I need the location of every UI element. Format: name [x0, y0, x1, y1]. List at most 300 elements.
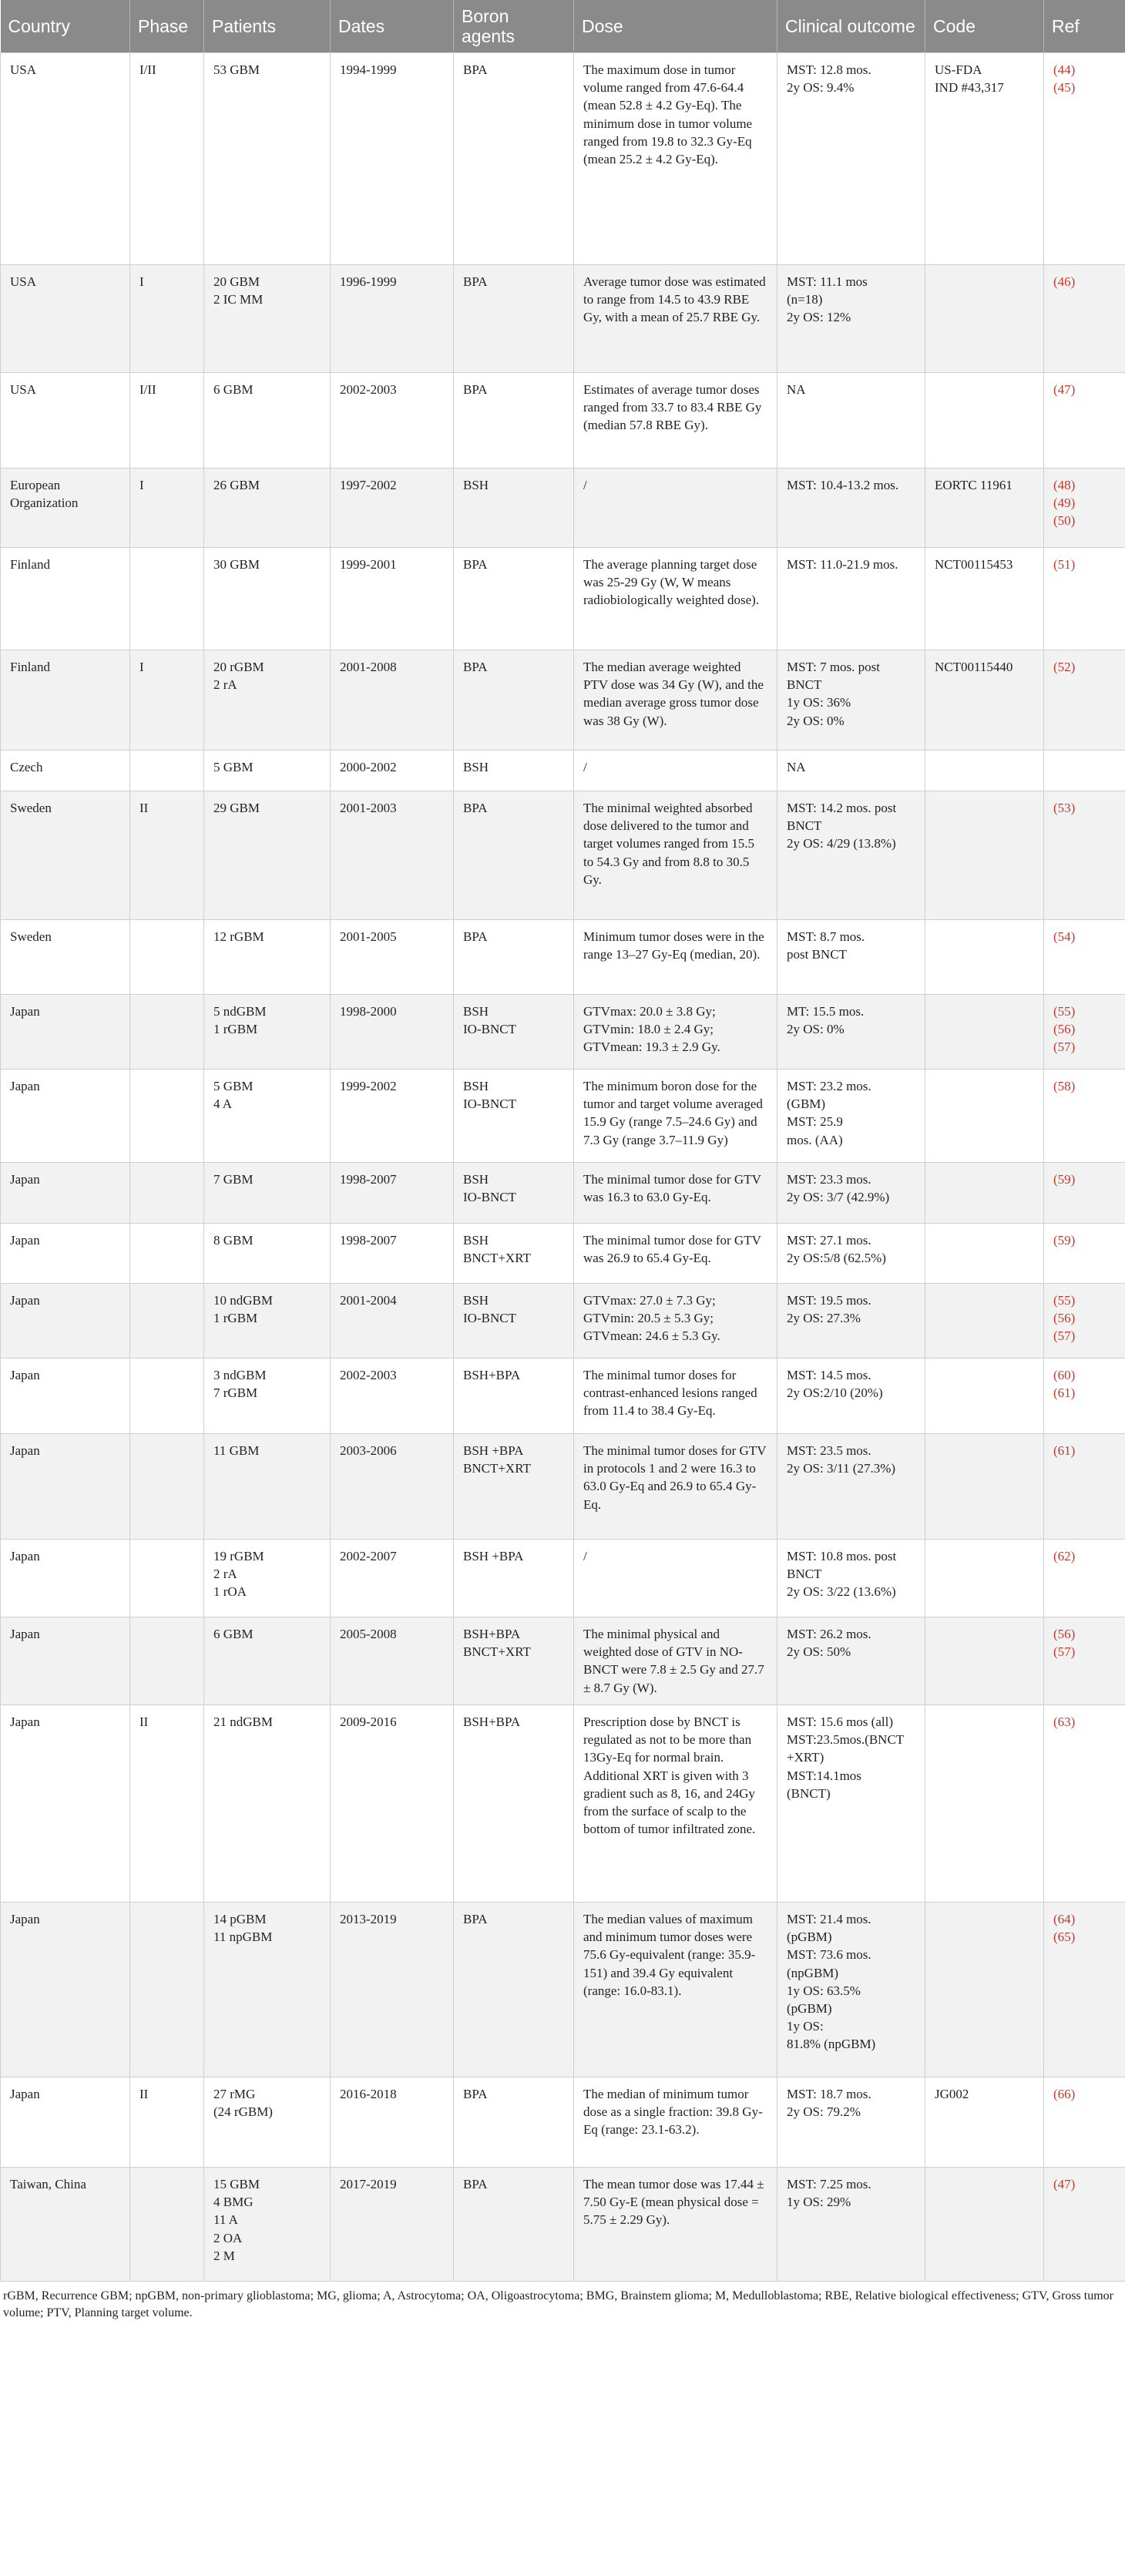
cell-phase-line: II [139, 1715, 149, 1729]
cell-clinical-outcome-line: MST: 14.2 mos. post BNCT [787, 801, 897, 834]
cell-patients-line: 2 M [213, 2248, 235, 2263]
col-header-country: Country [1, 0, 130, 53]
ref-link[interactable]: (47) [1053, 382, 1076, 397]
cell-clinical-outcome [777, 265, 925, 373]
cell-clinical-outcome [777, 920, 925, 995]
ref-link[interactable]: (62) [1053, 1549, 1076, 1563]
ref-link[interactable]: (61) [1053, 1443, 1076, 1458]
cell-boron-agents [454, 2168, 574, 2282]
cell-clinical-outcome-line: MST: 15.6 mos (all) [787, 1715, 893, 1729]
col-header-clinical-outcome: Clinical outcome [777, 0, 925, 53]
table-row [1, 373, 1125, 469]
ref-link[interactable]: (49) [1053, 495, 1076, 511]
ref-link[interactable]: (66) [1053, 2087, 1076, 2101]
cell-dose [574, 1224, 777, 1284]
cell-ref [1044, 1284, 1125, 1359]
cell-dose-line: The minimal tumor doses for contrast-enhanced lesions ranged from 11.4 to 38.4 Gy-Eq. [583, 1368, 757, 1419]
cell-clinical-outcome-line: MST: 12.8 mos. [787, 62, 871, 77]
ref-link[interactable]: (61) [1053, 1385, 1076, 1401]
cell-ref [1044, 650, 1125, 751]
ref-link[interactable]: (60) [1053, 1368, 1076, 1382]
cell-patients-line: 8 GBM [213, 1233, 254, 1248]
cell-patients-line: 2 rA [213, 1567, 237, 1582]
cell-country-line: Japan [10, 1627, 40, 1641]
cell-patients-line: 7 rGBM [213, 1385, 258, 1401]
cell-patients-line: 27 rMG [213, 2087, 256, 2101]
cell-boron-agents [454, 1163, 574, 1224]
cell-dose [574, 2168, 777, 2282]
cell-code [925, 469, 1044, 548]
ref-link[interactable]: (53) [1053, 801, 1076, 815]
cell-phase [130, 920, 204, 995]
cell-boron-agents [454, 53, 574, 265]
ref-link[interactable]: (59) [1053, 1233, 1076, 1248]
cell-clinical-outcome-line: MST: 21.4 mos. [787, 1912, 871, 1926]
cell-clinical-outcome-line: 1y OS: 29% [787, 2195, 851, 2210]
cell-clinical-outcome-line: (GBM) [787, 1097, 826, 1112]
table-row [1, 751, 1125, 791]
cell-dates [331, 1163, 454, 1224]
cell-code [925, 2168, 1044, 2282]
cell-code [925, 548, 1044, 650]
cell-patients-line: 3 ndGBM [213, 1368, 267, 1382]
ref-link[interactable]: (64) [1053, 1912, 1076, 1926]
cell-clinical-outcome-line: MST: 10.4-13.2 mos. [787, 478, 899, 492]
cell-country-line: Japan [10, 1368, 40, 1382]
cell-clinical-outcome-line: 2y OS: 0% [787, 1022, 845, 1037]
cell-country [1, 1359, 130, 1434]
ref-link[interactable]: (47) [1053, 2177, 1076, 2191]
cell-dose [574, 1540, 777, 1617]
cell-dose-line: The median of minimum tumor dose as a single fraction: 39.8 Gy-Eq (range: 23.1-63.2). [583, 2087, 763, 2138]
cell-country-line: European [10, 478, 61, 492]
cell-dose-line: / [583, 1549, 587, 1563]
cell-dose-line: GTVmax: 20.0 ± 3.8 Gy; [583, 1004, 716, 1019]
ref-link[interactable]: (55) [1053, 1004, 1076, 1019]
cell-phase [130, 1705, 204, 1903]
cell-country [1, 1163, 130, 1224]
cell-country-line: USA [10, 382, 37, 397]
cell-patients-line: 2 OA [213, 2230, 243, 2245]
cell-clinical-outcome-line: 81.8% (npGBM) [787, 2037, 876, 2052]
cell-phase [130, 791, 204, 920]
cell-phase [130, 1540, 204, 1617]
ref-link[interactable]: (59) [1053, 1172, 1076, 1187]
cell-clinical-outcome [777, 1359, 925, 1434]
cell-clinical-outcome-line: mos. (AA) [787, 1132, 843, 1147]
cell-dates-line: 1999-2001 [340, 557, 397, 572]
cell-clinical-outcome-line: MST: 23.2 mos. [787, 1079, 871, 1093]
cell-clinical-outcome [777, 1070, 925, 1163]
cell-clinical-outcome-line: 1y OS: 36% [787, 695, 851, 710]
cell-dates-line: 2017-2019 [340, 2177, 397, 2191]
cell-dose-line: / [583, 760, 587, 774]
cell-patients-line: 26 GBM [213, 478, 260, 492]
cell-dates [331, 791, 454, 920]
ref-link[interactable]: (46) [1053, 274, 1076, 289]
ref-link[interactable]: (52) [1053, 660, 1076, 674]
cell-clinical-outcome-line: NA [787, 382, 806, 397]
cell-boron-agents [454, 469, 574, 548]
cell-patients [204, 1705, 331, 1903]
cell-phase [130, 995, 204, 1070]
table-row [1, 650, 1125, 751]
cell-dose [574, 1434, 777, 1540]
cell-phase [130, 53, 204, 265]
cell-dose [574, 1163, 777, 1224]
cell-code [925, 1070, 1044, 1163]
cell-patients [204, 548, 331, 650]
cell-dose-line: GTVmax: 27.0 ± 7.3 Gy; [583, 1293, 716, 1308]
cell-dates-line: 2001-2005 [340, 929, 397, 944]
cell-boron-agents-line: IO-BNCT [463, 1190, 516, 1205]
cell-boron-agents [454, 1284, 574, 1359]
cell-phase-line: II [139, 801, 149, 815]
cell-clinical-outcome [777, 53, 925, 265]
cell-clinical-outcome-line: MST: 23.3 mos. [787, 1172, 871, 1187]
cell-boron-agents-line: BPA [463, 274, 488, 289]
ref-link[interactable]: (57) [1053, 1328, 1076, 1344]
cell-dates [331, 265, 454, 373]
table-row [1, 920, 1125, 995]
ref-link[interactable]: (45) [1053, 80, 1076, 96]
cell-clinical-outcome-line: MST: 7 mos. post BNCT [787, 660, 881, 693]
cell-boron-agents-line: BSH [463, 1233, 489, 1248]
cell-dates-line: 1999-2002 [340, 1079, 397, 1093]
cell-patients [204, 650, 331, 751]
cell-clinical-outcome [777, 995, 925, 1070]
cell-clinical-outcome-line: (npGBM) [787, 1965, 839, 1980]
cell-code [925, 1434, 1044, 1540]
ref-link[interactable]: (51) [1053, 557, 1076, 572]
cell-boron-agents-line: BSH +BPA [463, 1443, 524, 1458]
cell-ref [1044, 265, 1125, 373]
cell-code [925, 1617, 1044, 1705]
cell-country-line: Czech [10, 760, 43, 774]
cell-dose [574, 373, 777, 469]
cell-dates [331, 548, 454, 650]
ref-link[interactable]: (65) [1053, 1929, 1076, 1945]
table-row [1, 1434, 1125, 1540]
cell-dates [331, 373, 454, 469]
cell-patients-line: 6 GBM [213, 1627, 254, 1641]
cell-boron-agents-line: BPA [463, 2177, 488, 2191]
cell-boron-agents-line: BNCT+XRT [463, 1644, 531, 1660]
cell-boron-agents-line: BSH [463, 760, 489, 774]
table-row [1, 469, 1125, 548]
cell-boron-agents [454, 1705, 574, 1903]
cell-patients [204, 1224, 331, 1284]
cell-patients-line: (24 rGBM) [213, 2104, 273, 2120]
cell-dose-line: GTVmean: 24.6 ± 5.3 Gy. [583, 1328, 720, 1344]
cell-patients [204, 995, 331, 1070]
cell-patients-line: 29 GBM [213, 801, 260, 815]
cell-boron-agents-line: BSH+BPA [463, 1715, 521, 1729]
cell-ref [1044, 791, 1125, 920]
cell-clinical-outcome-line: 2y OS: 4/29 (13.8%) [787, 836, 896, 851]
cell-patients-line: 30 GBM [213, 557, 260, 572]
cell-dates-line: 1998-2000 [340, 1004, 397, 1019]
cell-boron-agents [454, 548, 574, 650]
cell-country [1, 1617, 130, 1705]
cell-boron-agents-line: BSH+BPA [463, 1627, 521, 1641]
cell-patients [204, 53, 331, 265]
cell-phase [130, 1617, 204, 1705]
table-row [1, 2168, 1125, 2282]
cell-code [925, 1163, 1044, 1224]
cell-dose [574, 920, 777, 995]
cell-country [1, 265, 130, 373]
cell-dates-line: 2013-2019 [340, 1912, 397, 1926]
cell-dates [331, 1284, 454, 1359]
cell-patients [204, 791, 331, 920]
cell-ref [1044, 1434, 1125, 1540]
cell-phase [130, 265, 204, 373]
cell-phase [130, 2168, 204, 2282]
cell-clinical-outcome-line: MST: 19.5 mos. [787, 1293, 871, 1308]
cell-country-line: USA [10, 62, 37, 77]
cell-country [1, 2077, 130, 2168]
cell-code [925, 995, 1044, 1070]
cell-country-line: Japan [10, 1293, 40, 1308]
cell-patients [204, 1617, 331, 1705]
cell-ref [1044, 373, 1125, 469]
cell-country-line: USA [10, 274, 37, 289]
cell-dose-line: Average tumor dose was estimated to range from 14.5 to 43.9 RBE Gy, with a mean of 25.7 RBE Gy. [583, 274, 766, 325]
cell-dose-line: The minimal tumor dose for GTV was 26.9 to 65.4 Gy-Eq. [583, 1233, 761, 1266]
cell-phase [130, 1903, 204, 2077]
cell-boron-agents-line: BSH [463, 1079, 489, 1093]
cell-dates [331, 995, 454, 1070]
cell-clinical-outcome [777, 1434, 925, 1540]
cell-phase [130, 373, 204, 469]
ref-link[interactable]: (58) [1053, 1079, 1076, 1093]
cell-ref [1044, 995, 1125, 1070]
cell-country [1, 53, 130, 265]
cell-dose-line: The minimal physical and weighted dose of GTV in NO-BNCT were 7.8 ± 2.5 Gy and 27.7 ± 8.7 Gy (W). [583, 1627, 764, 1695]
cell-code-line: EORTC 11961 [935, 478, 1012, 492]
ref-link[interactable]: (57) [1053, 1644, 1076, 1660]
cell-dose-line: The average planning target dose was 25-29 Gy (W, W means radiobiologically weighted dose). [583, 557, 760, 608]
cell-patients-line: 5 ndGBM [213, 1004, 267, 1019]
cell-clinical-outcome [777, 1617, 925, 1705]
table-row [1, 1540, 1125, 1617]
cell-clinical-outcome [777, 2168, 925, 2282]
cell-dose-line: GTVmin: 18.0 ± 2.4 Gy; [583, 1022, 714, 1037]
cell-clinical-outcome [777, 650, 925, 751]
cell-dates [331, 53, 454, 265]
cell-code-line: NCT00115440 [935, 660, 1013, 674]
cell-code-line: JG002 [935, 2087, 969, 2101]
cell-dose [574, 265, 777, 373]
cell-patients [204, 920, 331, 995]
ref-link[interactable]: (56) [1053, 1311, 1076, 1326]
cell-clinical-outcome-line: (BNCT) [787, 1785, 831, 1801]
cell-ref [1044, 2168, 1125, 2282]
cell-clinical-outcome [777, 548, 925, 650]
cell-ref [1044, 548, 1125, 650]
cell-boron-agents [454, 1359, 574, 1434]
cell-clinical-outcome-line: (pGBM) [787, 1929, 832, 1945]
cell-patients-line: 12 rGBM [213, 929, 264, 944]
ref-link[interactable]: (44) [1053, 62, 1076, 77]
table-row [1, 265, 1125, 373]
cell-boron-agents-line: IO-BNCT [463, 1311, 516, 1326]
cell-dose [574, 650, 777, 751]
cell-clinical-outcome [777, 1705, 925, 1903]
cell-code [925, 650, 1044, 751]
cell-country-line: Japan [10, 1549, 40, 1563]
cell-country-line: Japan [10, 1912, 40, 1926]
cell-clinical-outcome-line: 2y OS: 3/7 (42.9%) [787, 1190, 890, 1205]
cell-boron-agents [454, 373, 574, 469]
cell-dose [574, 1070, 777, 1163]
cell-patients-line: 14 pGBM [213, 1912, 267, 1926]
cell-patients [204, 373, 331, 469]
cell-patients [204, 1359, 331, 1434]
cell-phase-line: I [139, 660, 144, 674]
ref-link[interactable]: (63) [1053, 1715, 1076, 1729]
cell-clinical-outcome-line: MT: 15.5 mos. [787, 1004, 865, 1019]
table-row [1, 1705, 1125, 1903]
cell-clinical-outcome [777, 373, 925, 469]
ref-link[interactable]: (48) [1053, 478, 1076, 492]
cell-country [1, 1434, 130, 1540]
table-row [1, 1163, 1125, 1224]
cell-dates [331, 2168, 454, 2282]
cell-dose [574, 1903, 777, 2077]
cell-ref [1044, 1903, 1125, 2077]
cell-dose-line: GTVmean: 19.3 ± 2.9 Gy. [583, 1039, 720, 1055]
cell-boron-agents [454, 1434, 574, 1540]
cell-clinical-outcome-line: MST: 25.9 [787, 1114, 843, 1130]
cell-patients [204, 265, 331, 373]
cell-code-line: US-FDA [935, 62, 982, 77]
cell-code-line: NCT00115453 [935, 557, 1013, 572]
cell-boron-agents [454, 751, 574, 791]
cell-patients-line: 11 npGBM [213, 1929, 273, 1945]
cell-dates [331, 1540, 454, 1617]
cell-patients [204, 1434, 331, 1540]
cell-dose-line: Prescription dose by BNCT is regulated as not to be more than 13Gy-Eq for normal brain. Additional XRT is given with 3 gradient such as 8, 16, and 24Gy from the surface of scalp to the bottom of tumor infiltrated zone. [583, 1715, 756, 1837]
cell-dates [331, 920, 454, 995]
cell-patients-line: 4 BMG [213, 2195, 254, 2210]
cell-boron-agents-line: BPA [463, 557, 488, 572]
cell-dates-line: 1997-2002 [340, 478, 397, 492]
cell-dates-line: 2001-2003 [340, 801, 397, 815]
ref-link[interactable]: (56) [1053, 1022, 1076, 1037]
cell-clinical-outcome [777, 469, 925, 548]
cell-country [1, 548, 130, 650]
cell-phase [130, 1224, 204, 1284]
cell-patients-line: 11 A [213, 2212, 238, 2228]
cell-clinical-outcome-line: MST: 27.1 mos. [787, 1233, 871, 1248]
cell-patients-line: 5 GBM [213, 1079, 254, 1093]
cell-ref [1044, 920, 1125, 995]
cell-boron-agents-line: BPA [463, 929, 488, 944]
cell-patients-line: 10 ndGBM [213, 1293, 273, 1308]
cell-phase-line: I [139, 478, 144, 492]
cell-clinical-outcome-line: MST: 26.2 mos. [787, 1627, 871, 1641]
cell-ref [1044, 1359, 1125, 1434]
cell-phase [130, 2077, 204, 2168]
cell-clinical-outcome-line: MST:14.1mos [787, 1768, 861, 1783]
cell-phase [130, 650, 204, 751]
cell-clinical-outcome [777, 751, 925, 791]
cell-dose-line: The minimal tumor doses for GTV in protocols 1 and 2 were 16.3 to 63.0 Gy-Eq and 26.9 to 65.4 Gy-Eq. [583, 1443, 767, 1512]
cell-dates-line: 2001-2004 [340, 1293, 397, 1308]
cell-clinical-outcome [777, 2077, 925, 2168]
cell-clinical-outcome-line: 1y OS: 63.5% [787, 1983, 861, 1998]
cell-patients-line: 2 IC MM [213, 292, 264, 307]
col-header-patients: Patients [204, 0, 331, 53]
cell-boron-agents-line: IO-BNCT [463, 1022, 516, 1037]
ref-link[interactable]: (57) [1053, 1039, 1076, 1055]
ref-link[interactable]: (56) [1053, 1627, 1076, 1641]
cell-country [1, 650, 130, 751]
cell-dose [574, 995, 777, 1070]
cell-boron-agents [454, 1070, 574, 1163]
cell-clinical-outcome [777, 1903, 925, 2077]
cell-boron-agents-line: BNCT+XRT [463, 1251, 531, 1266]
table-row [1, 995, 1125, 1070]
cell-country-line: Japan [10, 1443, 40, 1458]
cell-patients-line: 21 ndGBM [213, 1715, 273, 1729]
cell-boron-agents [454, 791, 574, 920]
cell-patients-line: 20 GBM [213, 274, 260, 289]
cell-dates-line: 2009-2016 [340, 1715, 397, 1729]
cell-country-line: Finland [10, 557, 50, 572]
cell-clinical-outcome-line: MST: 14.5 mos. [787, 1368, 871, 1382]
cell-phase-line: I [139, 274, 144, 289]
cell-clinical-outcome-line: 2y OS:2/10 (20%) [787, 1385, 883, 1401]
cell-patients-line: 2 rA [213, 677, 237, 693]
cell-boron-agents [454, 2077, 574, 2168]
cell-dates-line: 1996-1999 [340, 274, 397, 289]
cell-clinical-outcome-line: 2y OS:5/8 (62.5%) [787, 1251, 886, 1266]
table-row [1, 53, 1125, 265]
cell-dose-line: GTVmin: 20.5 ± 5.3 Gy; [583, 1311, 714, 1326]
ref-link[interactable]: (50) [1053, 513, 1076, 529]
ref-link[interactable]: (55) [1053, 1293, 1076, 1308]
cell-dose [574, 548, 777, 650]
cell-dose [574, 1359, 777, 1434]
cell-clinical-outcome-line: MST: 11.0-21.9 mos. [787, 557, 898, 572]
cell-code [925, 1903, 1044, 2077]
cell-phase-line: I/II [139, 62, 156, 77]
cell-ref [1044, 469, 1125, 548]
cell-clinical-outcome-line: MST: 23.5 mos. [787, 1443, 871, 1458]
cell-dates-line: 2001-2008 [340, 660, 397, 674]
cell-boron-agents-line: BSH [463, 1004, 489, 1019]
table-row [1, 1070, 1125, 1163]
cell-patients-line: 1 rOA [213, 1584, 247, 1600]
ref-link[interactable]: (54) [1053, 929, 1076, 944]
cell-country-line: Sweden [10, 801, 52, 815]
col-header-code: Code [925, 0, 1044, 53]
cell-country-line: Sweden [10, 929, 52, 944]
cell-country [1, 373, 130, 469]
cell-ref [1044, 1540, 1125, 1617]
cell-dates [331, 1617, 454, 1705]
cell-dates-line: 1994-1999 [340, 62, 397, 77]
cell-boron-agents [454, 265, 574, 373]
cell-country [1, 1070, 130, 1163]
cell-dates-line: 1998-2007 [340, 1172, 397, 1187]
table-body [1, 53, 1125, 2282]
cell-dose [574, 1284, 777, 1359]
cell-boron-agents [454, 1224, 574, 1284]
